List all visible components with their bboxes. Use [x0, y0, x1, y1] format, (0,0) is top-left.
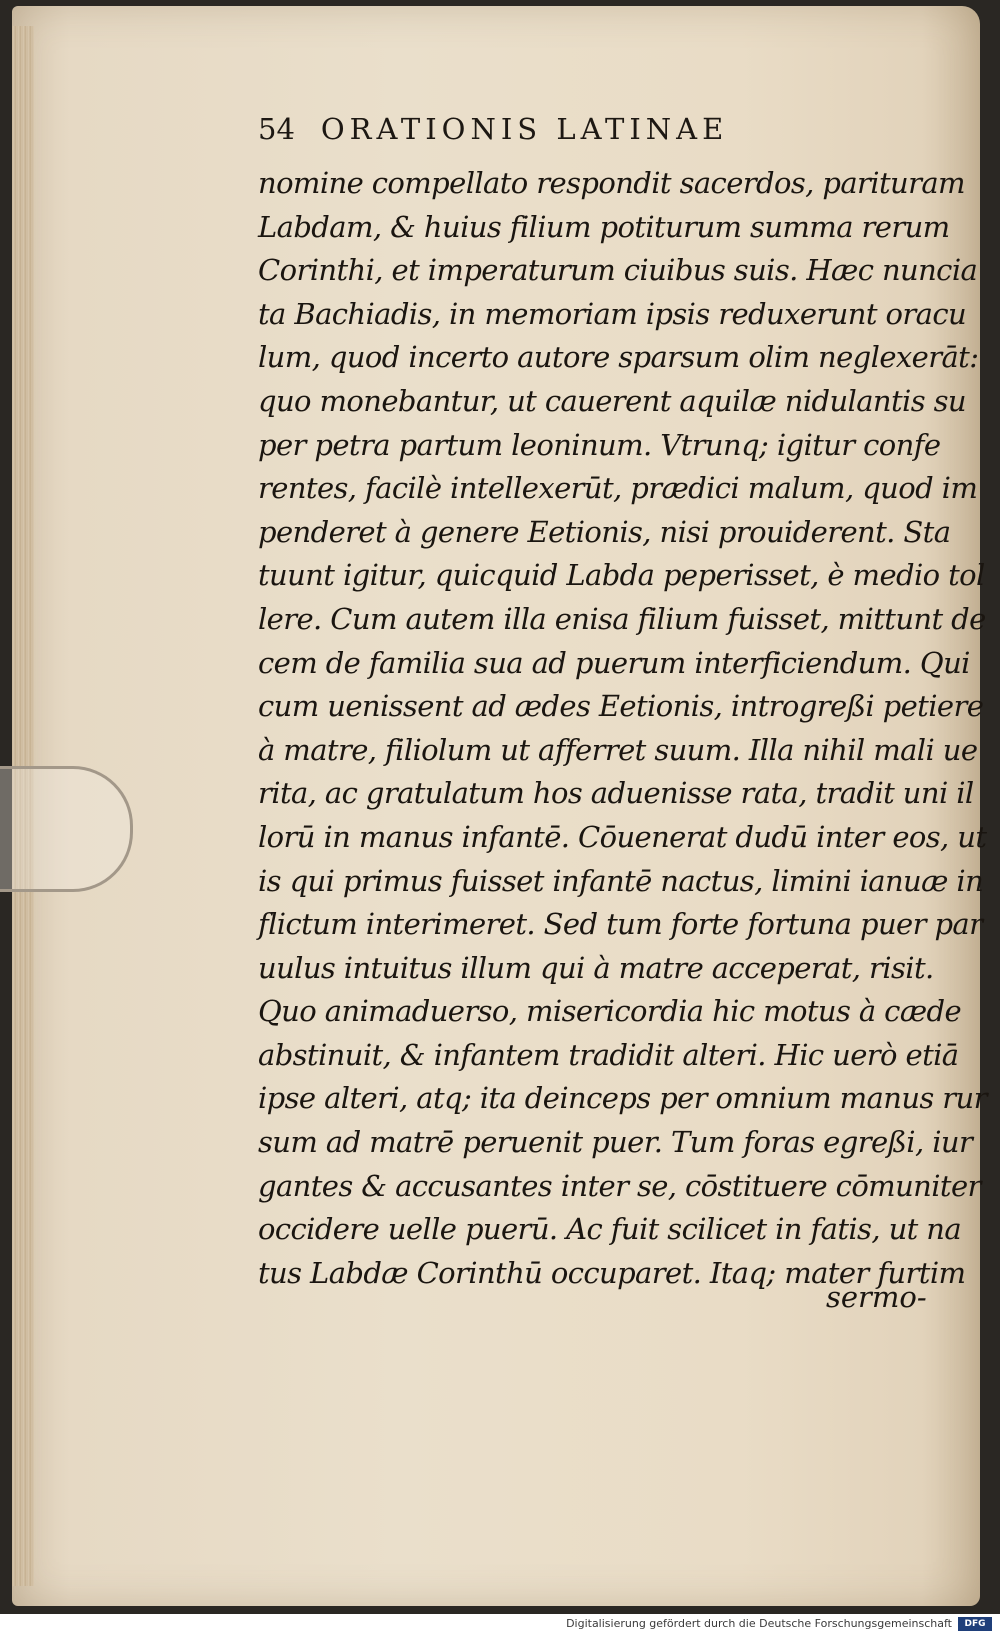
text-line: cem de familia sua ad puerum interficiendum. Qui [258, 645, 970, 680]
text-line: lere. Cum autem illa enisa filium fuisset, mittunt de [258, 601, 986, 636]
text-line: sum ad matrē peruenit puer. Tum foras egreßi, iur [258, 1125, 973, 1160]
text-line: lorū in manus infantē. Cōuenerat dudū inter eos, ut [258, 819, 987, 854]
text-line: à matre, filiolum ut afferret suum. Illa nihil mali ue [258, 732, 978, 767]
text-line: rita, ac gratulatum hos aduenisse rata, tradit uni il [258, 776, 974, 811]
page-clip [0, 766, 133, 892]
text-line: flictum interimeret. Sed tum forte fortuna puer par [258, 907, 983, 942]
text-line: per petra partum leoninum. Vtrunq; igitur confe [258, 427, 941, 462]
text-line: Quo animaduerso, misericordia hic motus à cæde [258, 994, 962, 1029]
catchword: sermo- [826, 1280, 927, 1314]
text-line: ta Bachiadis, in memoriam ipsis reduxerunt oracu [258, 296, 967, 331]
text-line: cum uenissent ad ædes Eetionis, introgreßi petiere [258, 689, 984, 724]
text-line: nomine compellato respondit sacerdos, parituram [258, 166, 965, 200]
funding-credit: Digitalisierung gefördert durch die Deutsche Forschungsgemeinschaft [566, 1617, 952, 1630]
text-line: ipse alteri, atq; ita deinceps per omnium manus rur [258, 1081, 987, 1116]
text-line: penderet à genere Eetionis, nisi prouiderent. Sta [258, 514, 951, 549]
page-number: 54 [258, 112, 295, 146]
running-title: ORATIONIS LATINAE [320, 112, 729, 146]
text-line: quo monebantur, ut cauerent aquilæ nidulantis su [258, 383, 966, 418]
text-line: rentes, facilè intellexerūt, prædici malum, quod im [258, 471, 978, 506]
page-header [258, 112, 858, 152]
text-line: gantes & accusantes inter se, cōstituere cōmuniter [258, 1168, 981, 1203]
text-line: abstinuit, & infantem tradidit alteri. Hic uerò etiā [258, 1037, 959, 1072]
body-text [258, 162, 987, 1295]
text-line: lum, quod incerto autore sparsum olim neglexerāt: [258, 340, 979, 375]
text-line: occidere uelle puerū. Ac fuit scilicet in fatis, ut na [258, 1212, 962, 1247]
text-line: tus Labdæ Corinthū occuparet. Itaq; mater furtim [258, 1255, 966, 1290]
text-line: Labdam, & huius filium potiturum summa rerum [258, 209, 950, 244]
text-line: is qui primus fuisset infantē nactus, limini ianuæ in [258, 863, 984, 898]
text-line: uulus intuitus illum qui à matre acceperat, risit. [258, 950, 934, 985]
footer-bar [0, 1614, 1000, 1636]
text-line: tuunt igitur, quicquid Labda peperisset, è medio tol [258, 558, 985, 593]
text-line: Corinthi, et imperaturum ciuibus suis. Hæc nuncia [258, 253, 978, 288]
dfg-logo-icon: DFG [958, 1617, 992, 1631]
